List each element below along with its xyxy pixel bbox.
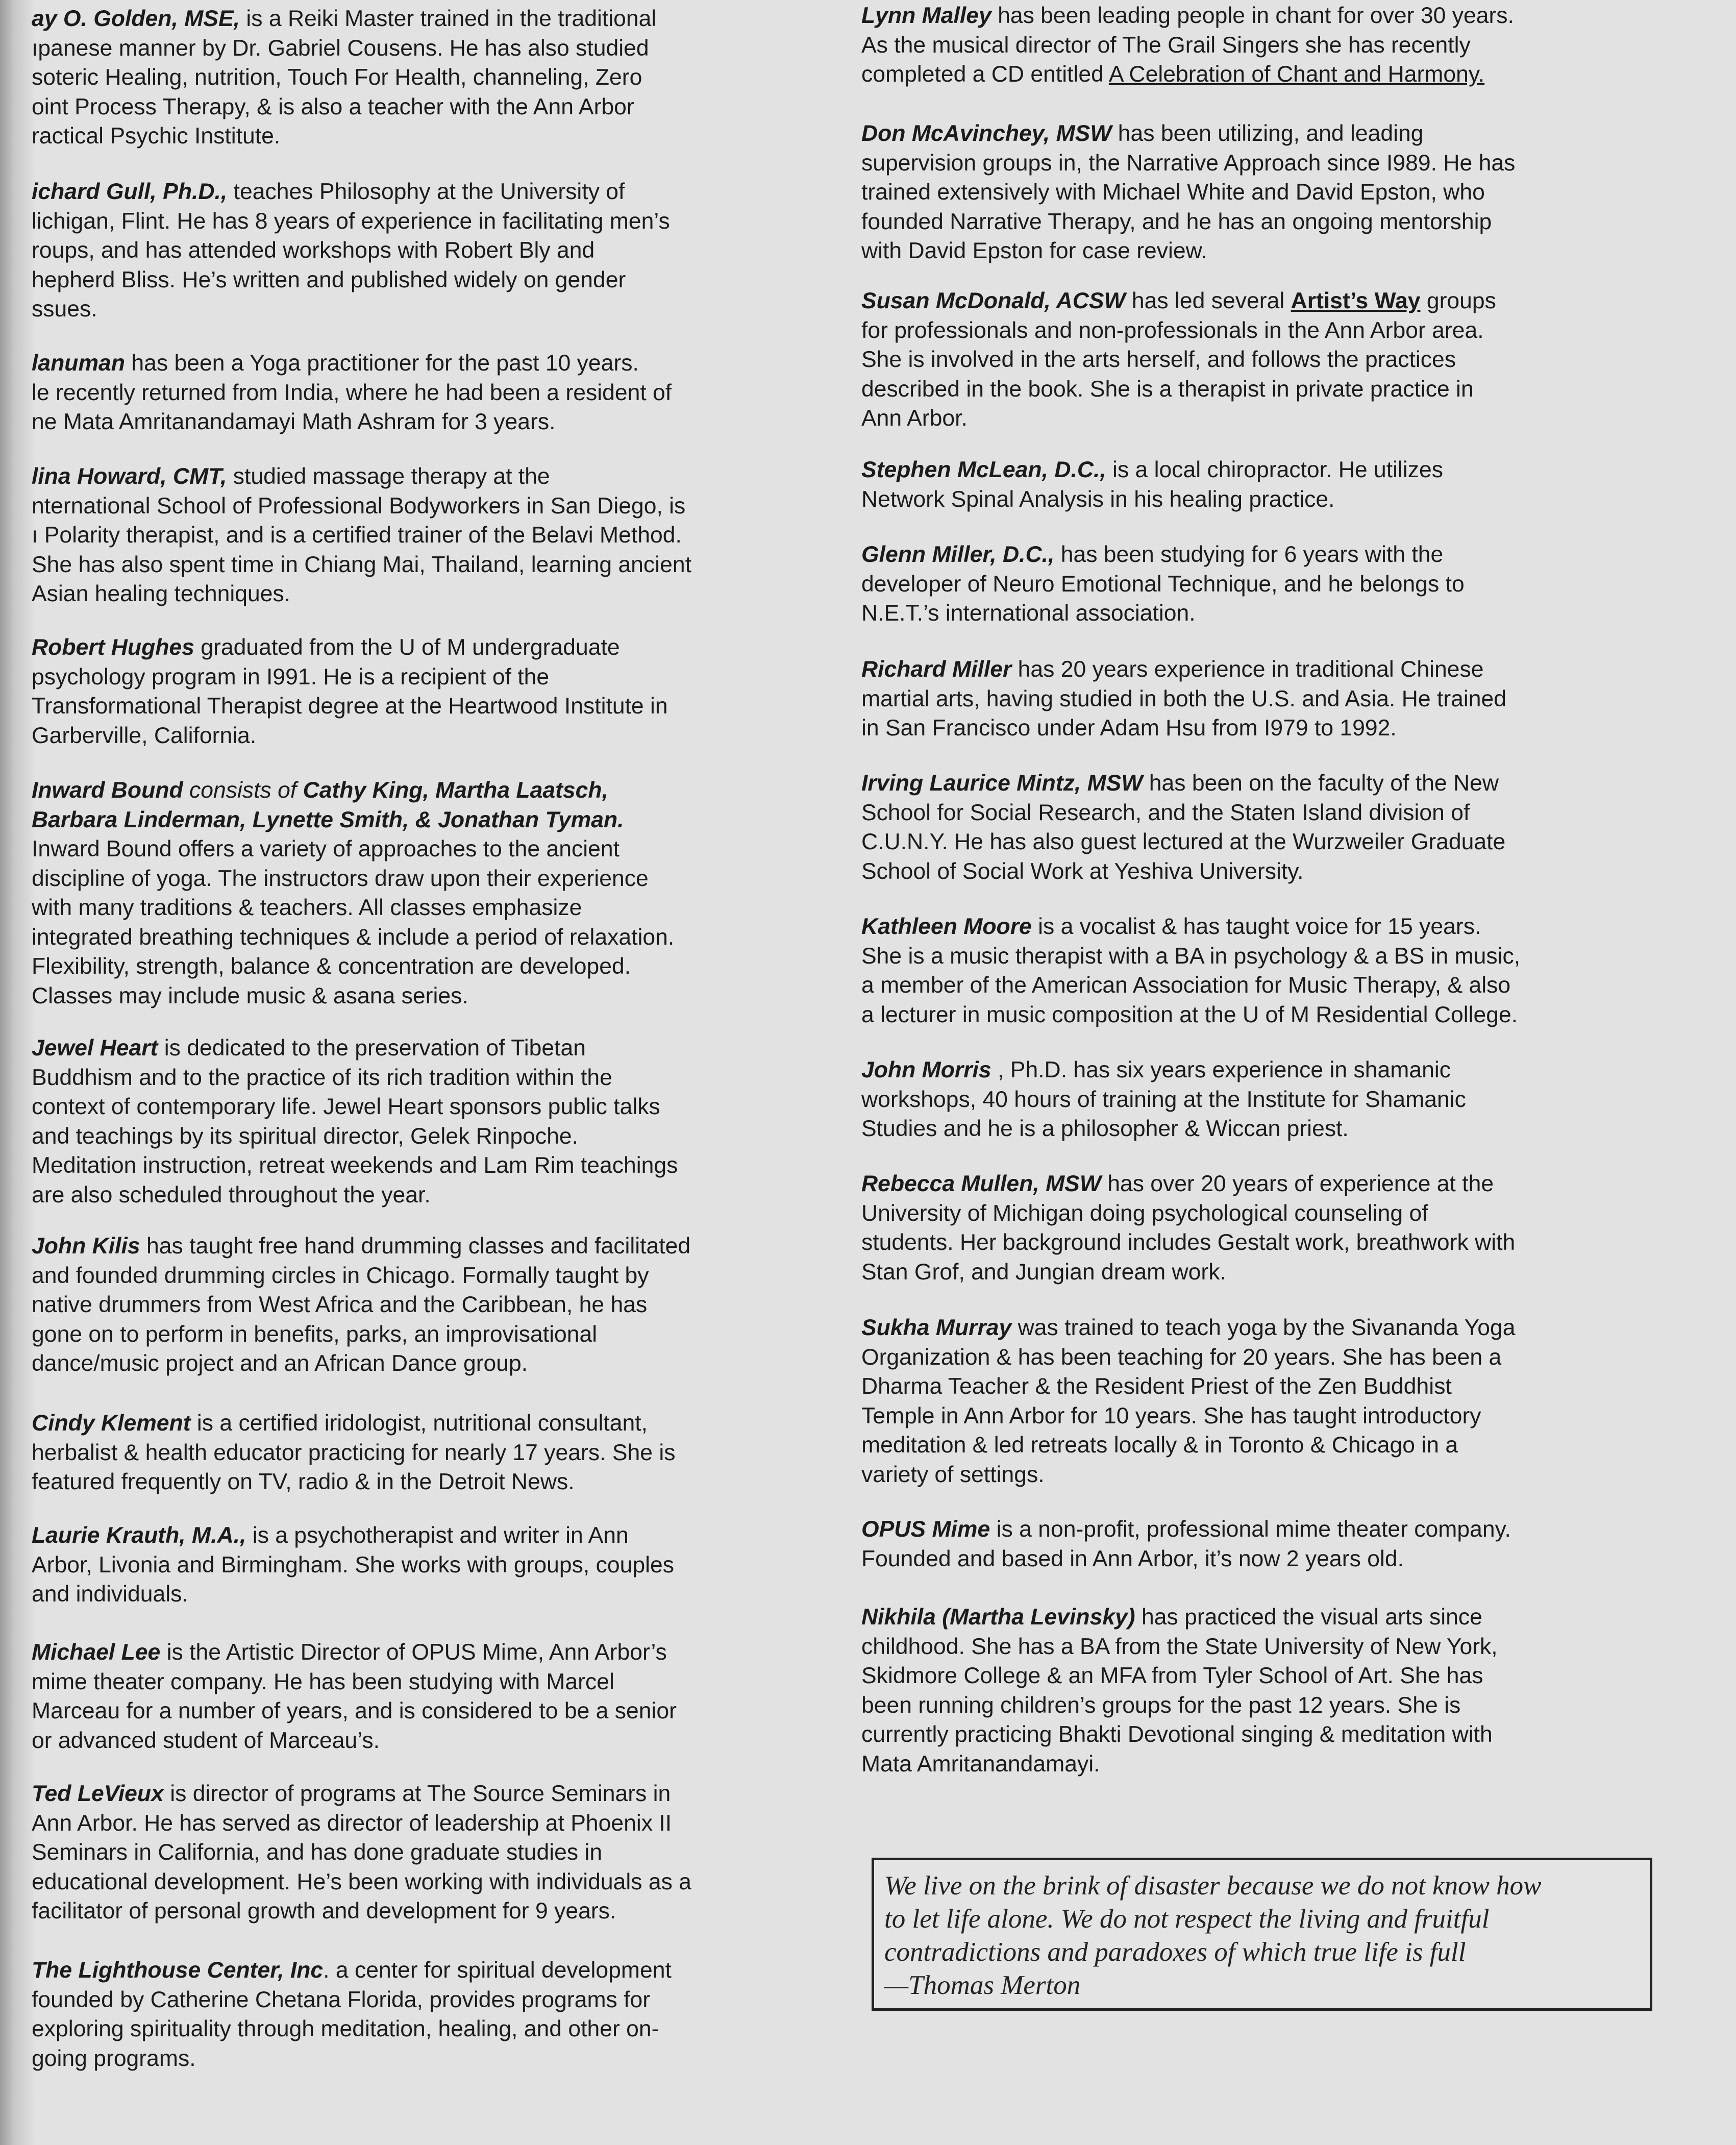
- bio-line: [32, 893, 674, 923]
- bio-name: lanuman: [32, 351, 125, 376]
- bio-text: or advanced student of Marceau’s.: [32, 1728, 380, 1753]
- bio-line: [32, 1550, 674, 1580]
- bio-line: [861, 207, 1515, 237]
- bio-text: workshops, 40 hours of training at the Institute for Shamanic: [861, 1087, 1466, 1112]
- bio-line: [861, 1431, 1515, 1460]
- bio-text: is a Reiki Master trained in the traditional: [240, 6, 657, 31]
- bio-name: Kathleen Moore: [861, 914, 1032, 939]
- bio-line: [861, 1114, 1466, 1144]
- bio-text: with many traditions & teachers. All classes emphasize: [32, 895, 582, 920]
- bio-text: is a certified iridologist, nutritional consultant,: [190, 1411, 648, 1436]
- bio-line: [861, 236, 1515, 266]
- bio-line: [861, 149, 1515, 178]
- bio-line: [861, 769, 1505, 798]
- bio-text: a lecturer in music composition at the U of M Residential College.: [861, 1002, 1518, 1027]
- bio-text: gone on to perform in benefits, parks, an improvisational: [32, 1321, 598, 1347]
- bio-entry: [861, 769, 1505, 886]
- bio-text: herbalist & health educator practicing for nearly 17 years. She is: [32, 1440, 676, 1465]
- bio-text: School for Social Research, and the Staten Island division of: [861, 800, 1470, 825]
- bio-entry: [861, 286, 1496, 433]
- bio-text: for professionals and non-professionals in the Ann Arbor area.: [861, 317, 1484, 343]
- bio-line: [32, 236, 670, 265]
- bio-line: [861, 1602, 1498, 1632]
- bio-text: Garberville, California.: [32, 723, 257, 748]
- bio-text: She is a music therapist with a BA in psychology & a BS in music,: [861, 943, 1521, 969]
- bio-text: , Ph.D. has six years experience in shamanic: [991, 1057, 1451, 1082]
- bio-line: [32, 805, 674, 835]
- bio-text: oint Process Therapy, & is also a teacher with the Ann Arbor: [32, 94, 634, 119]
- bio-entry: [32, 349, 672, 437]
- bio-name: Irving Laurice Mintz, MSW: [861, 771, 1143, 796]
- bio-line: [861, 1460, 1515, 1490]
- bio-line: [32, 207, 670, 236]
- page-fold-shadow: [0, 0, 36, 2145]
- bio-text: is dedicated to the preservation of Tibetan: [158, 1035, 586, 1061]
- bio-line: [32, 1033, 678, 1063]
- bio-text: trained extensively with Michael White and David Epston, who: [861, 180, 1485, 205]
- bio-line: [32, 1349, 690, 1378]
- bio-line: [32, 579, 691, 609]
- bio-text: context of contemporary life. Jewel Heart sponsors public talks: [32, 1094, 660, 1119]
- bio-entry: [861, 455, 1443, 514]
- bio-entry: [32, 462, 691, 609]
- bio-name: Stephen McLean, D.C.,: [861, 457, 1106, 482]
- bio-entry: [32, 1779, 691, 1926]
- bio-line: [861, 1720, 1498, 1749]
- bio-line: [32, 92, 656, 122]
- bio-line: [861, 1749, 1498, 1779]
- bio-text: N.E.T.’s international association.: [861, 601, 1196, 626]
- bio-line: [861, 1544, 1511, 1574]
- bio-text: has led several: [1125, 288, 1291, 313]
- bio-text: has been leading people in chant for over 30 years.: [991, 3, 1514, 28]
- bio-line: [861, 286, 1496, 316]
- bio-entry: [32, 4, 656, 151]
- bio-name: Cathy King, Martha Laatsch,: [303, 778, 608, 803]
- bio-line: [861, 1515, 1511, 1544]
- quote-line: to let life alone. We do not respect the living and fruitful: [884, 1904, 1490, 1934]
- bio-line: [32, 462, 691, 491]
- bio-name: lina Howard, CMT,: [32, 464, 227, 489]
- bio-name: Rebecca Mullen, MSW: [861, 1171, 1101, 1196]
- bio-text: variety of settings.: [861, 1462, 1045, 1487]
- bio-text: supervision groups in, the Narrative Approach since I989. He has: [861, 150, 1516, 176]
- bio-entry: [861, 655, 1506, 743]
- bio-line: [32, 1122, 678, 1151]
- bio-entry: [861, 1602, 1498, 1779]
- bio-line: [861, 31, 1514, 60]
- bio-line: [32, 1290, 690, 1320]
- bio-line: [32, 633, 668, 662]
- bio-line: [32, 4, 656, 34]
- bio-text: currently practicing Bhakti Devotional singing & meditation with: [861, 1722, 1493, 1747]
- quote-line: We live on the brink of disaster because we do not know how: [884, 1871, 1542, 1901]
- bio-text: with David Epston for case review.: [861, 238, 1207, 263]
- bio-text: are also scheduled throughout the year.: [32, 1182, 431, 1207]
- bio-text: is the Artistic Director of OPUS Mime, Ann Arbor’s: [160, 1640, 667, 1665]
- bio-line: [32, 407, 672, 437]
- bio-line: [32, 521, 691, 550]
- bio-text: described in the book. She is a therapist in private practice in: [861, 376, 1474, 402]
- bio-text: is a local chiropractor. He utilizes: [1106, 457, 1444, 482]
- bio-name: Don McAvinchey, MSW: [861, 121, 1112, 146]
- bio-text: integrated breathing techniques & include a period of relaxation.: [32, 924, 675, 950]
- bio-line: [32, 1985, 672, 2015]
- bio-text: dance/music project and an African Dance group.: [32, 1351, 528, 1376]
- bio-line: [861, 119, 1515, 149]
- bio-text: was trained to teach yoga by the Sivananda Yoga: [1011, 1315, 1516, 1340]
- bio-line: [861, 375, 1496, 404]
- bio-line: [32, 952, 674, 981]
- bio-name: ay O. Golden, MSE,: [32, 6, 240, 31]
- bio-text: consists of: [183, 778, 303, 803]
- bio-line: [32, 378, 672, 408]
- bio-name: OPUS Mime: [861, 1517, 990, 1542]
- bio-line: [32, 1956, 672, 1985]
- bio-text: teaches Philosophy at the University of: [227, 179, 625, 204]
- bio-line: [861, 827, 1505, 857]
- bio-text: Artist’s Way: [1291, 288, 1421, 313]
- bio-line: [861, 1085, 1466, 1115]
- bio-line: [32, 1896, 691, 1926]
- bio-text: developer of Neuro Emotional Technique, and he belongs to: [861, 571, 1465, 597]
- bio-entry: [32, 1231, 690, 1378]
- bio-name: John Morris: [861, 1057, 991, 1082]
- bio-entry: [32, 1638, 677, 1755]
- bio-line: [861, 1055, 1466, 1085]
- bio-text: ı Polarity therapist, and is a certified trainer of the Belavi Method.: [32, 523, 682, 548]
- bio-line: [861, 1228, 1515, 1258]
- bio-line: [32, 491, 691, 521]
- bio-text: Transformational Therapist degree at the Heartwood Institute in: [32, 694, 668, 719]
- bio-line: [32, 1521, 674, 1550]
- bio-line: [32, 121, 656, 151]
- bio-text: educational development. He’s been working with individuals as a: [32, 1869, 691, 1894]
- bio-entry: [32, 1956, 672, 2073]
- bio-text: has been studying for 6 years with the: [1054, 542, 1444, 567]
- bio-text: in San Francisco under Adam Hsu from I979 to 1992.: [861, 716, 1397, 741]
- bio-text: Skidmore College & an MFA from Tyler School of Art. She has: [861, 1663, 1483, 1688]
- bio-text: facilitator of personal growth and development for 9 years.: [32, 1899, 616, 1924]
- bio-text: roups, and has attended workshops with Robert Bly and: [32, 238, 595, 263]
- bio-text: Seminars in California, and has done graduate studies in: [32, 1840, 603, 1865]
- bio-line: [861, 912, 1520, 942]
- bio-text: and founded drumming circles in Chicago. Formally taught by: [32, 1263, 649, 1288]
- bio-text: Ann Arbor. He has served as director of leadership at Phoenix II: [32, 1810, 672, 1836]
- bio-text: ne Mata Amritanandamayi Math Ashram for 3 years.: [32, 409, 556, 434]
- bio-line: [861, 798, 1505, 828]
- bio-entry: [32, 1033, 678, 1210]
- bio-name: Jewel Heart: [32, 1035, 158, 1061]
- bio-line: [861, 1, 1514, 31]
- bio-line: [32, 1180, 678, 1210]
- bio-line: [32, 662, 668, 692]
- bio-text: Studies and he is a philosopher & Wiccan priest.: [861, 1116, 1349, 1141]
- bio-text: completed a CD entitled: [861, 62, 1109, 87]
- bio-text: been running children’s groups for the past 12 years. She is: [861, 1692, 1461, 1718]
- bio-text: studied massage therapy at the: [227, 464, 550, 489]
- bio-line: [861, 655, 1506, 684]
- bio-line: [32, 1696, 677, 1726]
- bio-text: has been on the faculty of the New: [1143, 771, 1499, 796]
- bio-line: [861, 1632, 1498, 1662]
- bio-text: Marceau for a number of years, and is considered to be a senior: [32, 1698, 677, 1723]
- bio-text: a member of the American Association for Music Therapy, & also: [861, 973, 1511, 998]
- bio-text: and individuals.: [32, 1582, 188, 1607]
- bio-text: School of Social Work at Yeshiva University.: [861, 858, 1304, 884]
- bio-text: ssues.: [32, 297, 97, 322]
- bio-name: Glenn Miller, D.C.,: [861, 542, 1055, 567]
- quote-box: [872, 1858, 1652, 2011]
- bio-line: [32, 1151, 678, 1180]
- bio-line: [861, 345, 1496, 375]
- bio-line: [861, 455, 1443, 485]
- bio-line: [32, 349, 672, 378]
- quote-line: contradictions and paradoxes of which true life is full: [884, 1937, 1466, 1967]
- bio-text: ıpanese manner by Dr. Gabriel Cousens. He has also studied: [32, 35, 649, 61]
- bio-text: As the musical director of The Grail Singers she has recently: [861, 32, 1471, 58]
- bio-line: [861, 1313, 1515, 1343]
- bio-entry: [861, 119, 1515, 266]
- bio-text: groups: [1420, 288, 1496, 313]
- bio-text: discipline of yoga. The instructors draw upon their experience: [32, 866, 649, 891]
- bio-line: [32, 550, 691, 580]
- bio-line: [861, 60, 1514, 89]
- bio-entry: [861, 1169, 1515, 1287]
- bio-text: hepherd Bliss. He’s written and published widely on gender: [32, 267, 626, 292]
- bio-text: childhood. She has a BA from the State University of New York,: [861, 1634, 1498, 1659]
- bio-line: [32, 1261, 690, 1291]
- bio-text: has over 20 years of experience at the: [1101, 1171, 1494, 1196]
- bio-line: [32, 834, 674, 864]
- bio-line: [32, 294, 670, 324]
- bio-line: [861, 1169, 1515, 1199]
- bio-entry: [861, 912, 1520, 1029]
- bio-line: [32, 1092, 678, 1122]
- bio-line: [861, 1372, 1515, 1401]
- bio-text: has taught free hand drumming classes and facilitated: [140, 1234, 691, 1259]
- bio-line: [32, 1409, 676, 1438]
- bio-line: [861, 942, 1520, 971]
- bio-text: A Celebration of Chant and Harmony.: [1108, 62, 1485, 87]
- bio-line: [32, 2014, 672, 2044]
- bio-line: [861, 857, 1505, 886]
- bio-line: [32, 63, 656, 92]
- bio-entry: [861, 540, 1465, 628]
- bio-line: [32, 864, 674, 894]
- bio-name: Michael Lee: [32, 1640, 161, 1665]
- bio-line: [861, 570, 1465, 599]
- bio-text: psychology program in I991. He is a recipient of the: [32, 664, 550, 689]
- bio-text: Mata Amritanandamayi.: [861, 1751, 1100, 1777]
- bio-text: and teachings by its spiritual director, Gelek Rinpoche.: [32, 1123, 579, 1149]
- bio-name: Susan McDonald, ACSW: [861, 288, 1126, 313]
- bio-text: founded Narrative Therapy, and he has an ongoing mentorship: [861, 209, 1492, 234]
- bio-line: [861, 713, 1506, 743]
- bio-line: [32, 265, 670, 295]
- bio-text: has practiced the visual arts since: [1135, 1605, 1482, 1630]
- bio-line: [861, 404, 1496, 433]
- bio-text: ractical Psychic Institute.: [32, 124, 281, 149]
- bio-text: graduated from the U of M undergraduate: [194, 635, 620, 660]
- bio-text: She has also spent time in Chiang Mai, Thailand, learning ancient: [32, 552, 691, 577]
- bio-text: Buddhism and to the practice of its rich tradition within the: [32, 1065, 612, 1090]
- bio-line: [32, 692, 668, 721]
- bio-text: Dharma Teacher & the Resident Priest of the Zen Buddhist: [861, 1374, 1452, 1399]
- bio-name: Robert Hughes: [32, 635, 194, 660]
- bio-line: [32, 1726, 677, 1756]
- bio-text: le recently returned from India, where he had been a resident of: [32, 380, 672, 405]
- bio-name: Inward Bound: [32, 778, 183, 803]
- bio-line: [32, 1638, 677, 1667]
- bio-text: She is involved in the arts herself, and follows the practices: [861, 347, 1456, 372]
- bio-line: [32, 981, 674, 1011]
- bio-text: . a center for spiritual development: [323, 1958, 672, 1983]
- bio-text: Network Spinal Analysis in his healing practice.: [861, 486, 1335, 512]
- bio-text: mime theater company. He has been studying with Marcel: [32, 1669, 614, 1694]
- bio-text: native drummers from West Africa and the Caribbean, he has: [32, 1292, 648, 1317]
- bio-entry: [32, 177, 670, 324]
- bio-text: Classes may include music & asana series.: [32, 983, 468, 1008]
- bio-line: [32, 1467, 676, 1497]
- bio-entry: [32, 1521, 674, 1609]
- bio-text: nternational School of Professional Bodyworkers in San Diego, is: [32, 493, 686, 519]
- bio-text: going programs.: [32, 2045, 196, 2071]
- bio-line: [32, 1838, 691, 1867]
- bio-text: has been utilizing, and leading: [1111, 121, 1424, 146]
- bio-name: Nikhila (Martha Levinsky): [861, 1605, 1135, 1630]
- bio-text: Meditation instruction, retreat weekends and Lam Rim teachings: [32, 1153, 678, 1178]
- bio-name: Barbara Linderman, Lynette Smith, & Jonathan Tyman.: [32, 807, 624, 832]
- bio-text: soteric Healing, nutrition, Touch For Health, channeling, Zero: [32, 65, 642, 90]
- bio-line: [861, 1691, 1498, 1720]
- bio-name: The Lighthouse Center, Inc: [32, 1958, 324, 1983]
- bio-entry: [861, 1055, 1466, 1144]
- bio-text: has been a Yoga practitioner for the past 10 years.: [125, 351, 639, 376]
- bio-line: [861, 684, 1506, 714]
- bio-text: Flexibility, strength, balance & concentration are developed.: [32, 954, 631, 979]
- bio-line: [32, 1231, 690, 1261]
- bio-text: Inward Bound offers a variety of approaches to the ancient: [32, 836, 619, 861]
- bio-line: [861, 540, 1465, 570]
- bio-name: John Kilis: [32, 1234, 140, 1259]
- bio-line: [861, 1343, 1515, 1372]
- bio-text: is a vocalist & has taught voice for 15 years.: [1031, 914, 1481, 939]
- bio-text: founded by Catherine Chetana Florida, provides programs for: [32, 1987, 651, 2012]
- bio-line: [32, 177, 670, 207]
- bio-line: [32, 776, 674, 805]
- bio-entry: [32, 776, 674, 1010]
- bio-text: Ann Arbor.: [861, 406, 968, 431]
- quote-attribution: —Thomas Merton: [884, 1970, 1081, 2000]
- bio-line: [861, 599, 1465, 628]
- bio-line: [32, 1867, 691, 1897]
- bio-text: martial arts, having studied in both the U.S. and Asia. He trained: [861, 686, 1507, 711]
- bio-text: featured frequently on TV, radio & in the Detroit News.: [32, 1469, 575, 1494]
- bio-entry: [32, 1409, 676, 1497]
- bio-name: ichard Gull, Ph.D.,: [32, 179, 228, 204]
- bio-text: lichigan, Flint. He has 8 years of experience in facilitating men’s: [32, 208, 670, 234]
- bio-name: Laurie Krauth, M.A.,: [32, 1523, 246, 1548]
- bio-text: students. Her background includes Gestalt work, breathwork with: [861, 1230, 1516, 1255]
- bio-text: Founded and based in Ann Arbor, it’s now 2 years old.: [861, 1546, 1404, 1571]
- bio-line: [861, 316, 1496, 346]
- bio-text: meditation & led retreats locally & in Toronto & Chicago in a: [861, 1433, 1458, 1458]
- bio-text: has 20 years experience in traditional Chinese: [1011, 657, 1484, 682]
- bio-text: Asian healing techniques.: [32, 581, 291, 606]
- bio-line: [861, 1401, 1515, 1431]
- bio-text: is a non-profit, professional mime theater company.: [990, 1517, 1511, 1542]
- bio-line: [861, 971, 1520, 1000]
- bio-text: Stan Grof, and Jungian dream work.: [861, 1259, 1226, 1285]
- bio-line: [32, 1320, 690, 1349]
- bio-text: C.U.N.Y. He has also guest lectured at the Wurzweiler Graduate: [861, 829, 1506, 854]
- bio-text: Organization & has been teaching for 20 years. She has been a: [861, 1344, 1502, 1370]
- bio-line: [32, 1667, 677, 1697]
- bio-name: Richard Miller: [861, 657, 1012, 682]
- bio-text: Temple in Ann Arbor for 10 years. She has taught introductory: [861, 1403, 1481, 1428]
- bio-name: Lynn Malley: [861, 3, 991, 28]
- bio-line: [32, 721, 668, 751]
- bio-name: Sukha Murray: [861, 1315, 1012, 1340]
- bio-line: [32, 2044, 672, 2074]
- bio-text: exploring spirituality through meditation, healing, and other on-: [32, 2016, 659, 2041]
- bio-name: Cindy Klement: [32, 1411, 191, 1436]
- bio-line: [861, 1661, 1498, 1691]
- bio-line: [861, 485, 1443, 514]
- bio-line: [32, 1438, 676, 1468]
- bio-name: Ted LeVieux: [32, 1781, 164, 1806]
- bio-text: University of Michigan doing psychological counseling of: [861, 1200, 1428, 1226]
- bio-line: [32, 1779, 691, 1809]
- bio-line: [32, 34, 656, 63]
- bio-line: [861, 1258, 1515, 1287]
- bio-text: is a psychotherapist and writer in Ann: [246, 1523, 629, 1548]
- bio-entry: [861, 1, 1514, 89]
- bio-line: [861, 178, 1515, 207]
- bio-text: Arbor, Livonia and Birmingham. She works with groups, couples: [32, 1552, 674, 1577]
- bio-line: [861, 1000, 1520, 1030]
- bio-entry: [861, 1515, 1511, 1573]
- bio-line: [32, 1063, 678, 1093]
- bio-line: [861, 1199, 1515, 1228]
- bio-text: is director of programs at The Source Seminars in: [163, 1781, 671, 1806]
- bio-line: [32, 923, 674, 952]
- bio-line: [32, 1809, 691, 1838]
- bio-line: [32, 1580, 674, 1609]
- bio-entry: [861, 1313, 1515, 1489]
- bio-entry: [32, 633, 668, 750]
